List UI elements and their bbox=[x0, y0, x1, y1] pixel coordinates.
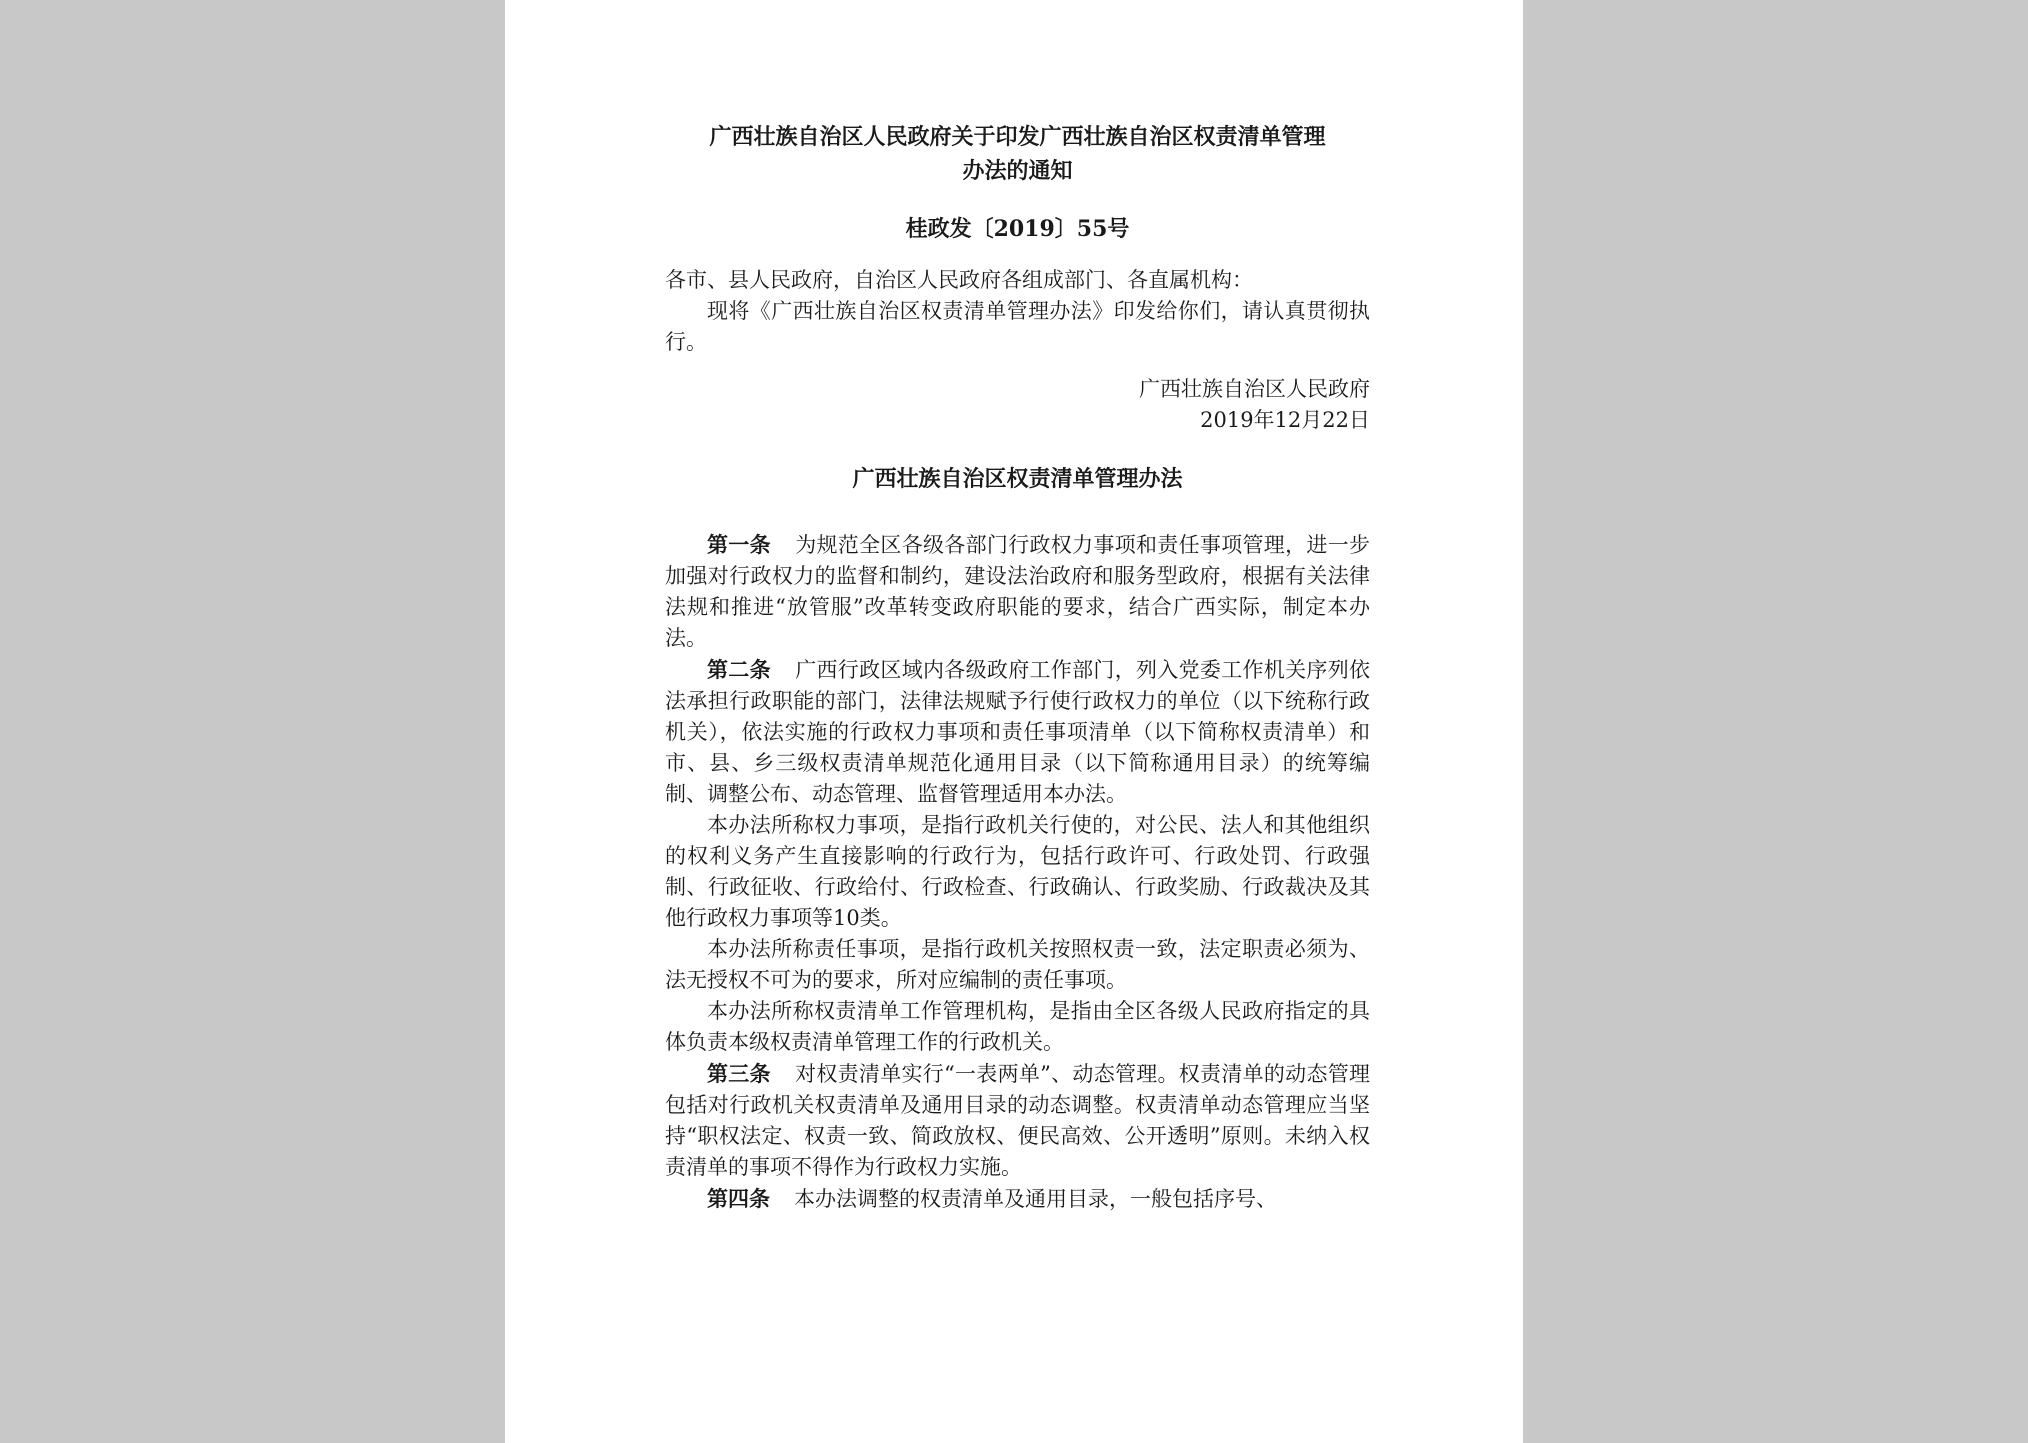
regulation-title: 广西壮族自治区权责清单管理办法 bbox=[852, 466, 1183, 492]
intro-paragraph: 现将《广西壮族自治区权责清单管理办法》印发给你们，请认真贯彻执行。 bbox=[665, 299, 1370, 354]
signature-block bbox=[665, 374, 1370, 436]
article-1 bbox=[665, 529, 1370, 654]
document-page bbox=[505, 0, 1523, 1443]
signatory: 广西壮族自治区人民政府 bbox=[1139, 377, 1370, 401]
article-4-label: 第四条 bbox=[707, 1186, 770, 1211]
article-1-text: 为规范全区各级各部门行政权力事项和责任事项管理，进一步加强对行政权力的监督和制约，建设法治政府和服务型政府，根据有关法律法规和推进“放管服”改革转变政府职能的要求，结合广西实际，制定本办法。 bbox=[665, 533, 1371, 650]
article-3-text: 对权责清单实行“一表两单”、动态管理。权责清单的动态管理包括对行政机关权责清单及通用目录的动态调整。权责清单动态管理应当坚持“职权法定、权责一致、简政放权、便民高效、公开透明”原则。未纳入权责清单的事项不得作为行政权力实施。 bbox=[665, 1062, 1370, 1179]
article-4-text: 本办法调整的权责清单及通用目录，一般包括序号、 bbox=[794, 1187, 1277, 1211]
article-2-label: 第二条 bbox=[707, 657, 771, 682]
document-number: 桂政发〔2019〕55号 bbox=[905, 216, 1130, 242]
title-line-1: 广西壮族自治区人民政府关于印发广西壮族自治区权责清单管理 bbox=[709, 124, 1326, 150]
article-2-text: 广西行政区域内各级政府工作部门，列入党委工作机关序列依法承担行政职能的部门，法律法规赋予行使行政权力的单位（以下统称行政机关），依法实施的行政权力事项和责任事项清单（以下简称权责清单）和市、县、乡三级权责清单规范化通用目录（以下简称通用目录）的统筹编制、调整公布、动态管理、监督管理适用本办法。 bbox=[665, 658, 1371, 806]
issue-date: 2019年12月22日 bbox=[1200, 408, 1370, 432]
article-3-label: 第三条 bbox=[707, 1061, 771, 1086]
paragraph-power-items: 本办法所称权力事项，是指行政机关行使的，对公民、法人和其他组织的权利义务产生直接影响的行政行为，包括行政许可、行政处罚、行政强制、行政征收、行政给付、行政检查、行政确认、行政奖励、行政裁决及其他行政权力事项等10类。 bbox=[665, 813, 1370, 930]
paragraph-management-agency: 本办法所称权责清单工作管理机构，是指由全区各级人民政府指定的具体负责本级权责清单管理工作的行政机关。 bbox=[665, 999, 1370, 1054]
title-line-2: 办法的通知 bbox=[962, 158, 1073, 184]
article-3 bbox=[665, 1058, 1370, 1183]
addressee: 各市、县人民政府，自治区人民政府各组成部门、各直属机构： bbox=[665, 268, 1253, 292]
article-1-label: 第一条 bbox=[707, 532, 771, 557]
paragraph-duty-items: 本办法所称责任事项，是指行政机关按照权责一致，法定职责必须为、法无授权不可为的要求，所对应编制的责任事项。 bbox=[665, 937, 1370, 992]
document-title bbox=[665, 120, 1370, 188]
article-4 bbox=[665, 1183, 1370, 1215]
document-content bbox=[665, 120, 1370, 1215]
article-2 bbox=[665, 654, 1370, 810]
